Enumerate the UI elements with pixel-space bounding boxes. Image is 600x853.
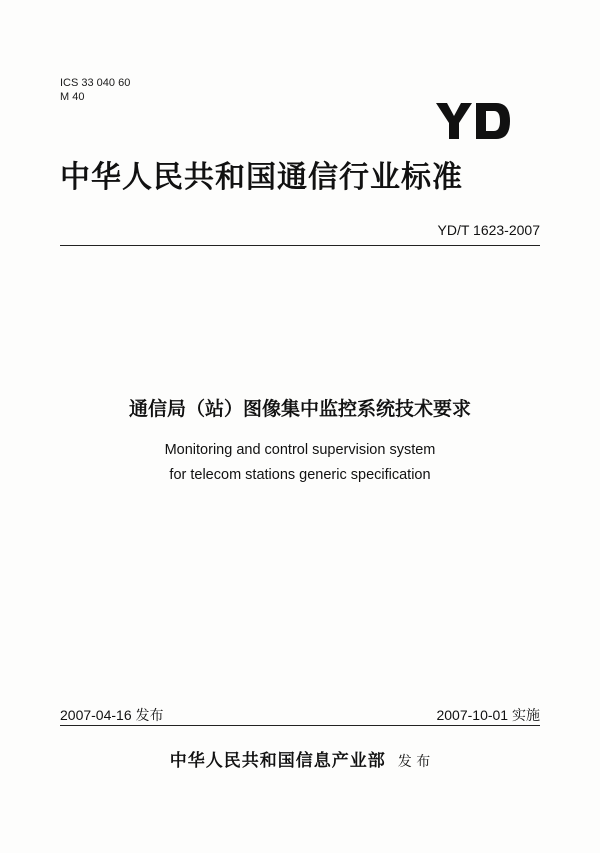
document-title-en-line2: for telecom stations generic specification [169, 467, 431, 483]
issue-date: 2007-04-16 发布 [60, 707, 164, 723]
document-title-cn: 通信局（站）图像集中监控系统技术要求 [128, 398, 471, 420]
bottom-divider [60, 725, 540, 726]
classification-block [60, 76, 130, 104]
ics-code: ICS 33 040 60 [60, 77, 131, 89]
issuer-name: 中华人民共和国信息产业部 [169, 751, 386, 771]
issuer-line [0, 746, 600, 771]
document-title-en-line1: Monitoring and control supervision system [164, 442, 436, 458]
classification-code: M 40 [60, 91, 85, 103]
standard-code: YD/T 1623-2007 [437, 222, 540, 238]
standard-category-title: 中华人民共和国通信行业标准 [60, 160, 463, 195]
yd-logo [434, 101, 514, 141]
top-divider [60, 245, 540, 246]
issuer-action: 发 布 [397, 754, 431, 770]
implementation-date: 2007-10-01 实施 [436, 707, 540, 723]
